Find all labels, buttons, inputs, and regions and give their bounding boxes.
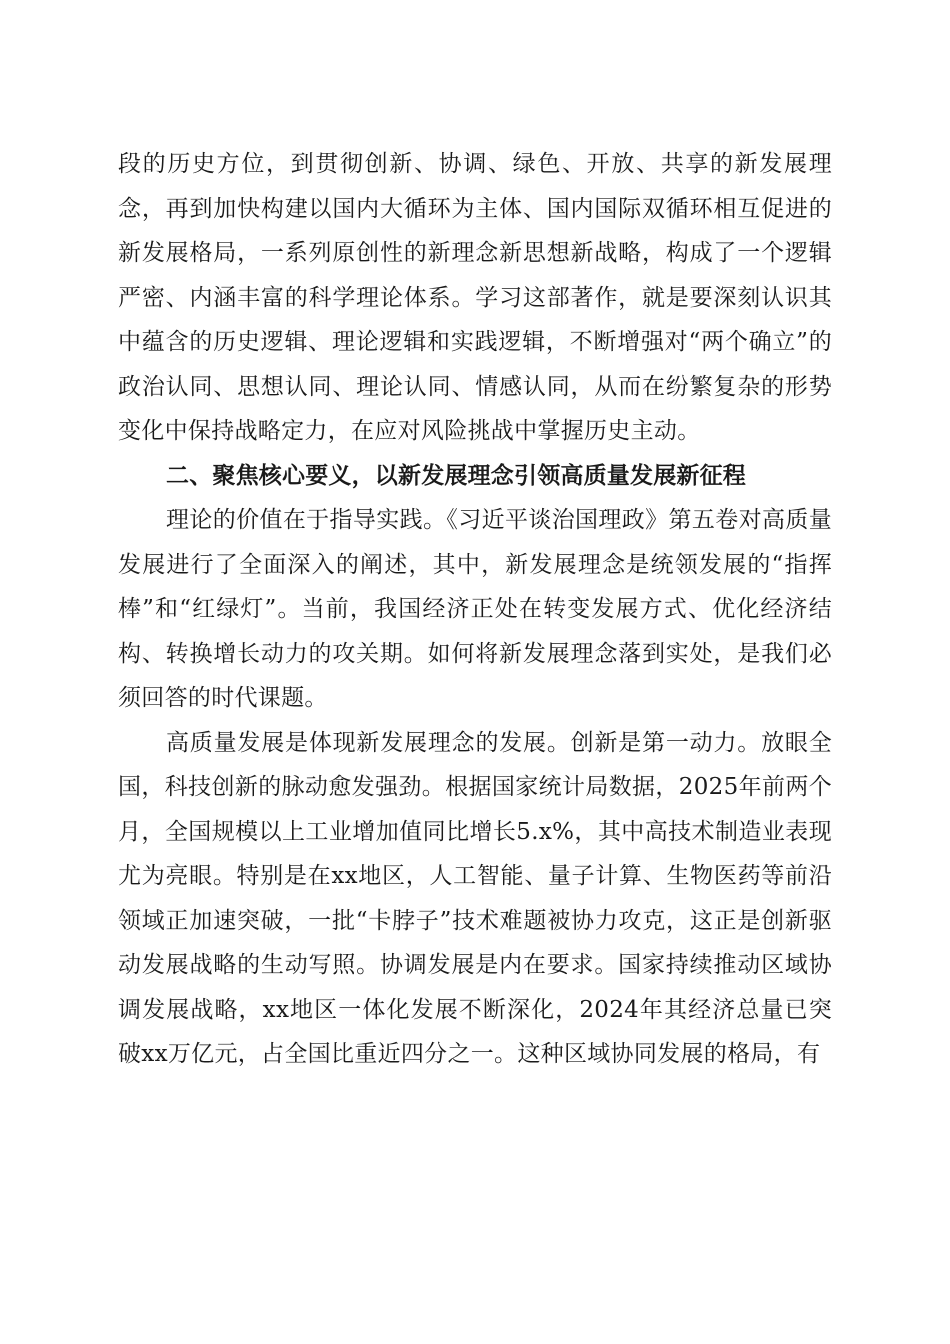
paragraph-theory-value: 理论的价值在于指导实践。《习近平谈治国理政》第五卷对高质量发展进行了全面深入的阐述，其中，新发展理念是统领发展的“指挥棒”和“红绿灯”。当前，我国经济正处在转变发展方式、优化经济结构、转换增长动力的攻关期。如何将新发展理念落到实处，是我们必须回答的时代课题。 [118,507,832,711]
paragraph-continuation: 段的历史方位，到贯彻创新、协调、绿色、开放、共享的新发展理念，再到加快构建以国内大循环为主体、国内国际双循环相互促进的新发展格局，一系列原创性的新理念新思想新战略，构成了一个逻辑严密、内涵丰富的科学理论体系。学习这部著作，就是要深刻认识其中蕴含的历史逻辑、理论逻辑和实践逻辑，不断增强对“两个确立”的政治认同、思想认同、理论认同、情感认同，从而在纷繁复杂的形势变化中保持战略定力，在应对风险挑战中掌握历史主动。 [118,151,832,444]
document-page [118,142,832,1077]
paragraph-high-quality-development: 高质量发展是体现新发展理念的发展。创新是第一动力。放眼全国，科技创新的脉动愈发强劲。根据国家统计局数据，2025年前两个月，全国规模以上工业增加值同比增长5.x%，其中高技术制造业表现尤为亮眼。特别是在xx地区，人工智能、量子计算、生物医药等前沿领域正加速突破，一批“卡脖子”技术难题被协力攻克，这正是创新驱动发展战略的生动写照。协调发展是内在要求。国家持续推动区域协调发展战略，xx地区一体化发展不断深化，2024年其经济总量已突破xx万亿元，占全国比重近四分之一。这种区域协同发展的格局，有 [118,729,832,1067]
section-heading: 二、聚焦核心要义，以新发展理念引领高质量发展新征程 [166,462,746,489]
